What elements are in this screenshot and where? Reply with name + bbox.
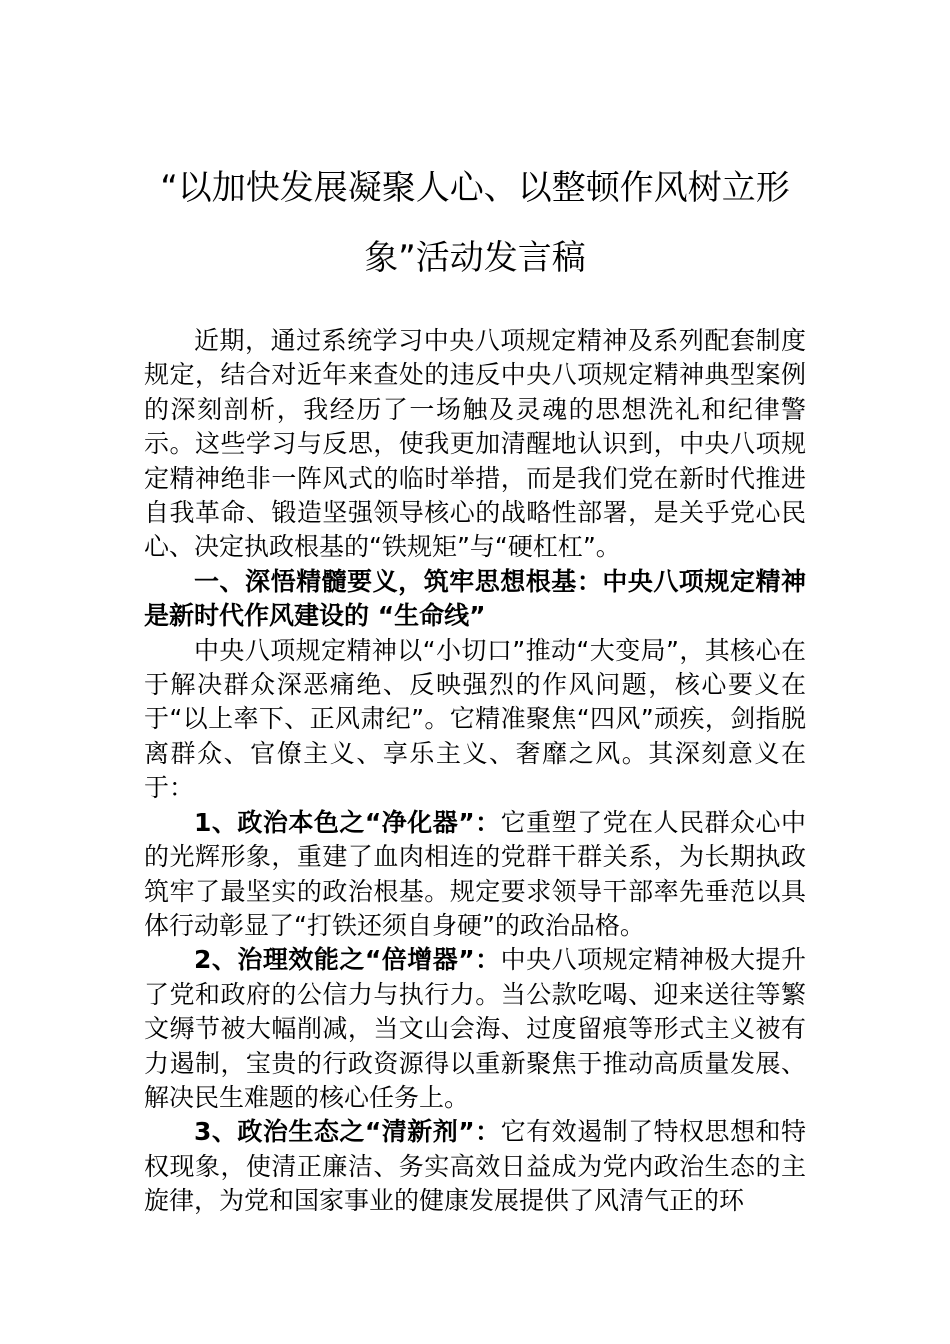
document-title-line-1: “以加快发展凝聚人心、以整顿作风树立形 [160, 168, 790, 208]
document-title-line-2: 象”活动发言稿 [364, 238, 586, 278]
intro-paragraph: 近期，通过系统学习中央八项规定精神及系列配套制度规定，结合对近年来查处的违反中央八项规定精神典型案例的深刻剖析，我经历了一场触及灵魂的思想洗礼和纪律警示。这些学习与反思，使我更加清醒地认识到，中央八项规定精神绝非一阵风式的临时举措，而是我们党在新时代推进自我革命、锻造坚强领导核心的战略性部署，是关乎党心民心、决定执政根基的“铁规矩”与“硬杠杠”。 [144, 326, 806, 562]
point-2-lead: 2、治理效能之“倍增器”： [194, 945, 501, 975]
point-2-text: 中央八项规定精神极大提升了党和政府的公信力与执行力。当公款吃喝、迎来送往等繁文缛节被大幅削减，当文山会海、过度留痕等形式主义被有力遏制，宝贵的行政资源得以重新聚焦于推动高质量发展、解决民生难题的核心任务上。 [144, 945, 806, 1112]
point-3-text: 它有效遏制了特权思想和特权现象，使清正廉洁、务实高效日益成为党内政治生态的主旋律，为党和国家事业的健康发展提供了风清气正的环 [144, 1117, 806, 1216]
section-1-heading: 一、深悟精髓要义，筑牢思想根基：中央八项规定精神是新时代作风建设的 “生命线” [144, 566, 806, 631]
section-1-paragraph: 中央八项规定精神以“小切口”推动“大变局”，其核心在于解决群众深恶痛绝、反映强烈的作风问题，核心要义在于“以上率下、正风肃纪”。它精准聚焦“四风”顽疾，剑指脱离群众、官僚主义、享乐主义、奢靡之风。其深刻意义在于： [144, 635, 806, 803]
point-3-paragraph [144, 1115, 806, 1218]
point-1-lead: 1、政治本色之“净化器”： [194, 807, 501, 837]
point-3-lead: 3、政治生态之“清新剂”： [194, 1117, 501, 1147]
point-2-paragraph [144, 943, 806, 1115]
document-body [144, 324, 806, 1219]
point-1-paragraph [144, 806, 806, 944]
point-1-text: 它重塑了党在人民群众心中的光辉形象，重建了血肉相连的党群干群关系，为长期执政筑牢了最坚实的政治根基。规定要求领导干部率先垂范以具体行动彰显了“打铁还须自身硬”的政治品格。 [144, 807, 806, 940]
